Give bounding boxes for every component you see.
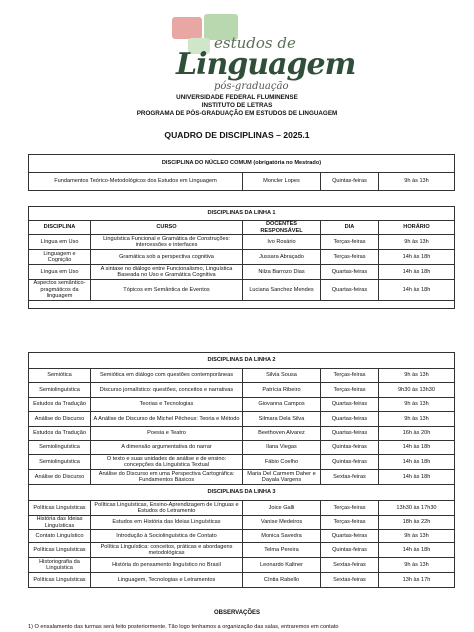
logo-text-estudos: estudos de xyxy=(214,34,296,52)
program-name: PROGRAMA DE PÓS-GRADUAÇÃO EM ESTUDOS DE LINGUAGEM xyxy=(136,110,338,117)
course-cell: Gramática sob a perspectiva cognitiva xyxy=(91,250,243,265)
col-header-horario: HORÁRIO xyxy=(379,221,455,235)
day-cell: Terças-feiras xyxy=(321,369,379,383)
time-cell: 9h às 13h xyxy=(379,369,455,383)
time-cell: 14h às 18h xyxy=(379,543,455,558)
discipline-cell: Aspectos semântico-pragmáticos da linguagem xyxy=(29,280,91,301)
table-row xyxy=(29,441,455,455)
course-cell: Semiótica em diálogo com questões contemporâneas xyxy=(91,369,243,383)
teacher-cell: Ilana Viegas xyxy=(243,441,321,455)
time-cell: 14h às 18h xyxy=(379,265,455,280)
table-row xyxy=(29,280,455,301)
col-header-dia: DIA xyxy=(321,221,379,235)
table-row xyxy=(29,427,455,441)
teacher-cell: Cíntia Rabello xyxy=(243,573,321,588)
day-cell: Sextas-feiras xyxy=(321,470,379,485)
course-cell: Teorias e Tecnologias xyxy=(91,398,243,412)
time-cell: 14h às 18h xyxy=(379,441,455,455)
course-cell: Análise do Discurso em uma Perspectiva Cartográfica: Fundamentos Básicos xyxy=(91,470,243,485)
time-cell: 13h30 às 17h30 xyxy=(379,501,455,516)
time-cell: 9h às 13h xyxy=(379,235,455,250)
time-cell: 13h às 17h xyxy=(379,573,455,588)
university-name: UNIVERSIDADE FEDERAL FLUMINENSE xyxy=(176,94,298,101)
course-cell: Tópicos em Semântica de Eventos xyxy=(91,280,243,301)
day-cell: Quintas-feiras xyxy=(321,441,379,455)
day-cell: Quartas-feiras xyxy=(321,530,379,543)
course-cell: Introdução à Sociolinguística de Contato xyxy=(91,530,243,543)
table-row xyxy=(29,250,455,265)
program-logo xyxy=(170,14,356,92)
schedule-table-2 xyxy=(28,352,455,588)
teacher-cell: Patrícia Ribeiro xyxy=(243,383,321,398)
discipline-cell: Políticas Linguísticas xyxy=(29,573,91,588)
day-cell: Quintas-feiras xyxy=(321,543,379,558)
time-cell: 9h30 às 13h30 xyxy=(379,383,455,398)
teacher-cell: Leonardo Kaltner xyxy=(243,558,321,573)
table-row xyxy=(29,543,455,558)
course-cell: Linguagem, Tecnologias e Letramentos xyxy=(91,573,243,588)
table-row xyxy=(29,516,455,530)
teacher-cell: Telma Pereira xyxy=(243,543,321,558)
schedule-table-1 xyxy=(28,154,455,309)
day-cell: Terças-feiras xyxy=(321,250,379,265)
table-row xyxy=(29,455,455,470)
table-row xyxy=(29,470,455,485)
col-header-docentes: DOCENTES RESPONSÁVEL xyxy=(243,221,321,235)
teacher-cell: Moncler Lopes xyxy=(243,173,321,191)
teacher-cell: Ivo Rosário xyxy=(243,235,321,250)
institute-name: INSTITUTO DE LETRAS xyxy=(201,102,273,109)
teacher-cell: Jussara Abraçado xyxy=(243,250,321,265)
teacher-cell: Silvia Sousa xyxy=(243,369,321,383)
teacher-cell: Maria Del Carmem Daher e Dayala Vargens xyxy=(243,470,321,485)
day-cell: Quartas-feiras xyxy=(321,412,379,427)
table-row xyxy=(29,530,455,543)
discipline-cell: Estudos da Tradução xyxy=(29,398,91,412)
nucleo-heading: DISCIPLINA DO NÚCLEO COMUM (obrigatória no Mestrado) xyxy=(29,155,455,173)
time-cell: 14h às 18h xyxy=(379,250,455,265)
observation-line: 1) O ensalamento das turmas será feito posteriormente. Tão logo tenhamos a organização das salas, entraremos em contato xyxy=(28,624,339,630)
logo-text-pos: pós-graduação xyxy=(214,81,289,92)
discipline-cell: Análise do Discurso xyxy=(29,470,91,485)
time-cell: 9h às 13h xyxy=(379,412,455,427)
discipline-cell: Contato Linguístico xyxy=(29,530,91,543)
time-cell: 9h às 13h xyxy=(379,530,455,543)
day-cell: Quintas-feiras xyxy=(321,455,379,470)
table-row xyxy=(29,369,455,383)
discipline-cell: História das Ideias Linguísticas xyxy=(29,516,91,530)
course-cell: O texto e suas unidades de análise e de ensino: concepções da Linguística Textual xyxy=(91,455,243,470)
col-header-disciplina: DISCIPLINA xyxy=(29,221,91,235)
discipline-cell: Semiolinguística xyxy=(29,383,91,398)
time-cell: 9h às 13h xyxy=(379,558,455,573)
course-cell: História do pensamento linguístico no Brasil xyxy=(91,558,243,573)
time-cell: 14h às 18h xyxy=(379,280,455,301)
table-row xyxy=(29,265,455,280)
table-row xyxy=(29,558,455,573)
teacher-cell: Luciana Sanchez Mendes xyxy=(243,280,321,301)
time-cell: 9h às 13h xyxy=(379,398,455,412)
table-row xyxy=(29,235,455,250)
discipline-cell: Políticas Linguísticas xyxy=(29,543,91,558)
discipline-cell: Semiótica xyxy=(29,369,91,383)
discipline-cell: Historiografia da Linguística xyxy=(29,558,91,573)
time-cell: 14h às 18h xyxy=(379,470,455,485)
teacher-cell: Joice Galli xyxy=(243,501,321,516)
col-header-curso: CURSO xyxy=(91,221,243,235)
day-cell: Terças-feiras xyxy=(321,235,379,250)
course-cell: Política Linguística: conceitos, práticas e abordagens metodológicas xyxy=(91,543,243,558)
discipline-cell: Língua em Uso xyxy=(29,265,91,280)
discipline-cell: Estudos da Tradução xyxy=(29,427,91,441)
teacher-cell: Silmara Dela Silva xyxy=(243,412,321,427)
course-cell: Poesia e Teatro xyxy=(91,427,243,441)
day-cell: Quartas-feiras xyxy=(321,427,379,441)
time-cell: 18h às 22h xyxy=(379,516,455,530)
teacher-cell: Monica Savedra xyxy=(243,530,321,543)
table-row xyxy=(29,501,455,516)
table-row xyxy=(29,173,455,191)
teacher-cell: Beethoven Alvarez xyxy=(243,427,321,441)
discipline-cell: Semiolinguística xyxy=(29,441,91,455)
course-cell: Fundamentos Teórico-Metodológicos dos Estudos em Linguagem xyxy=(29,173,243,191)
page-title: QUADRO DE DISCIPLINAS – 2025.1 xyxy=(164,130,310,140)
logo-text-linguagem: Linguagem xyxy=(176,47,356,82)
time-cell: 9h às 13h xyxy=(379,173,455,191)
discipline-cell: Políticas Linguísticas xyxy=(29,501,91,516)
table-row xyxy=(29,383,455,398)
course-cell: A Análise de Discurso de Michel Pêcheux: Teoria e Método xyxy=(91,412,243,427)
discipline-cell: Análise do Discurso xyxy=(29,412,91,427)
day-cell: Quartas-feiras xyxy=(321,265,379,280)
day-cell: Terças-feiras xyxy=(321,501,379,516)
course-cell: Políticas Linguísticas, Ensino-Aprendizagem de Línguas e Estudos do Letramento xyxy=(91,501,243,516)
course-cell: Discurso jornalístico: questões, conceitos e narrativas xyxy=(91,383,243,398)
linha2-heading: DISCIPLINAS DA LINHA 2 xyxy=(29,353,455,369)
course-cell: Estudos em História das Ideias Linguísticas xyxy=(91,516,243,530)
teacher-cell: Giovanna Campos xyxy=(243,398,321,412)
table-row xyxy=(29,412,455,427)
course-cell: Linguística Funcional e Gramática de Construções: intercessões e interfaces xyxy=(91,235,243,250)
linha1-heading: DISCIPLINAS DA LINHA 1 xyxy=(29,207,455,221)
day-cell: Sextas-feiras xyxy=(321,573,379,588)
day-cell: Terças-feiras xyxy=(321,383,379,398)
discipline-cell: Linguagem e Cognição xyxy=(29,250,91,265)
linha3-heading: DISCIPLINAS DA LINHA 3 xyxy=(29,485,455,501)
day-cell: Quartas-feiras xyxy=(321,398,379,412)
teacher-cell: Fábio Coelho xyxy=(243,455,321,470)
discipline-cell: Semiolinguística xyxy=(29,455,91,470)
spacer-row xyxy=(29,301,455,309)
discipline-cell: Língua em Uso xyxy=(29,235,91,250)
spacer-row xyxy=(29,191,455,207)
observations-heading: OBSERVAÇÕES xyxy=(213,610,261,616)
teacher-cell: Nilza Barrozo Dias xyxy=(243,265,321,280)
column-header-row xyxy=(29,221,455,235)
course-cell: A dimensão argumentativa do narrar xyxy=(91,441,243,455)
logo-bubble-red xyxy=(172,17,202,39)
table-row xyxy=(29,398,455,412)
day-cell: Terças-feiras xyxy=(321,516,379,530)
time-cell: 14h às 18h xyxy=(379,455,455,470)
table-row xyxy=(29,573,455,588)
day-cell: Quintas-feiras xyxy=(321,173,379,191)
time-cell: 16h às 20h xyxy=(379,427,455,441)
teacher-cell: Vanise Medeiros xyxy=(243,516,321,530)
day-cell: Quartas-feiras xyxy=(321,280,379,301)
day-cell: Sextas-feiras xyxy=(321,558,379,573)
course-cell: A sintaxe no diálogo entre Funcionalismo, Linguística Baseada no Uso e Gramática Cognitiva xyxy=(91,265,243,280)
